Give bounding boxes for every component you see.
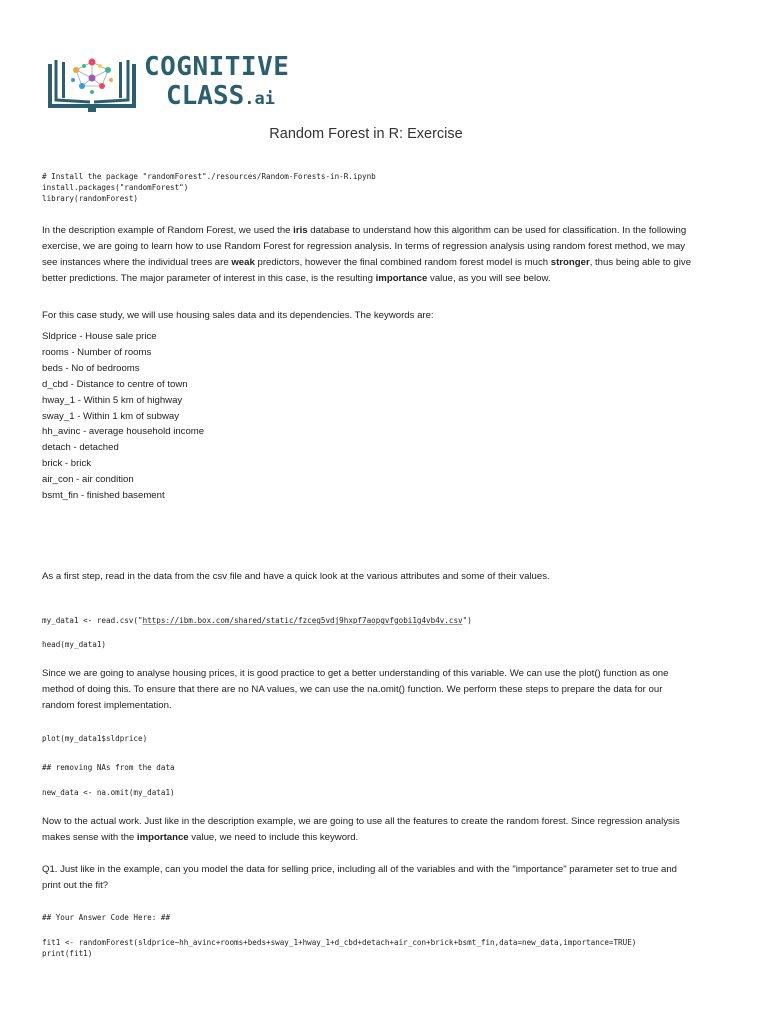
actual-work-paragraph: Now to the actual work. Just like in the description example, we are going to use all the features to create the random forest. Since regression analysis makes sense with the importance value, we need to include this keyword. <box>42 816 680 843</box>
list-item: rooms - Number of rooms <box>42 346 152 358</box>
keywords-intro-paragraph: For this case study, we will use housing sales data and its dependencies. The keywords are: <box>42 310 434 321</box>
list-item: sway_1 - Within 1 km of subway <box>42 410 180 422</box>
intro-paragraph: In the description example of Random Forest, we used the iris database to understand how this algorithm can be used for classification. In the following exercise, we are going to learn how to use Random Forest for regression analysis. In terms of regression analysis using random forest method, we may see instances where the individual trees are weak predictors, however the final combined random forest model is much stronger, thus being able to give better predictions. The major parameter of interest in this case, is the resulting importance value, as you will see below. <box>42 225 692 284</box>
keywords-list <box>42 329 204 504</box>
open-book-network-icon <box>46 52 138 112</box>
code-line: fit1 <- randomForest(sldprice~hh_avinc+rooms+beds+sway_1+hway_1+d_cbd+detach+air_con+brick+bsmt_fin,data=new_data,importance=TRUE) <box>42 938 637 947</box>
code-answer-comment: ## Your Answer Code Here: ## <box>42 913 171 922</box>
list-item: brick - brick <box>42 458 92 470</box>
analyse-paragraph: Since we are going to analyse housing prices, it is good practice to get a better understanding of this variable. We can use the plot() function as one method of doing this. To ensure that there are no NA values, we can use the na.omit() function. We perform these steps to prepare the data for our random forest implementation. <box>42 668 669 711</box>
code-block-fit <box>42 937 636 959</box>
list-item: bsmt_fin - finished basement <box>42 490 165 502</box>
code-line: print(fit1) <box>42 949 93 958</box>
code-comment-na: ## removing NAs from the data <box>42 763 175 772</box>
code-plot: plot(my_data1$sldprice) <box>42 734 148 743</box>
list-item: beds - No of bedrooms <box>42 362 140 374</box>
list-item: detach - detached <box>42 442 119 454</box>
code-head: head(my_data1) <box>42 640 107 649</box>
csv-url-link[interactable]: https://ibm.box.com/shared/static/fzceg5vdj9hxpf7aopgvfgobi1g4vb4v.csv <box>142 616 463 625</box>
list-item: hway_1 - Within 5 km of highway <box>42 394 183 406</box>
code-line: install.packages("randomForest") <box>42 183 189 192</box>
code-block-install <box>42 171 376 204</box>
logo-wordmark-line2 <box>144 82 289 113</box>
logo-ai-suffix: .ai <box>244 89 275 109</box>
list-item: air_con - air condition <box>42 474 134 486</box>
code-line: # Install the package "randomForest"./resources/Random-Forests-in-R.ipynb <box>42 172 376 181</box>
list-item: hh_avinc - average household income <box>42 426 205 438</box>
code-read-csv: my_data1 <- read.csv("https://ibm.box.com/shared/static/fzceg5vdj9hxpf7aopgvfgobi1g4vb4v.csv") <box>42 616 472 625</box>
step1-paragraph: As a first step, read in the data from the csv file and have a quick look at the various attributes and some of their values. <box>42 571 550 582</box>
list-item: d_cbd - Distance to centre of town <box>42 378 188 390</box>
page-title: Random Forest in R: Exercise <box>269 126 463 142</box>
cognitive-class-logo <box>46 52 296 112</box>
question-1: Q1. Just like in the example, can you model the data for selling price, including all of the variables and with the "importance" parameter set to true and print out the fit? <box>42 864 678 891</box>
list-item: Sldprice - House sale price <box>42 331 157 342</box>
logo-class-text: CLASS <box>166 81 245 111</box>
code-omit: new_data <- na.omit(my_data1) <box>42 788 175 797</box>
logo-wordmark-line1: COGNITIVE <box>144 52 290 82</box>
code-line: library(randomForest) <box>42 194 139 203</box>
